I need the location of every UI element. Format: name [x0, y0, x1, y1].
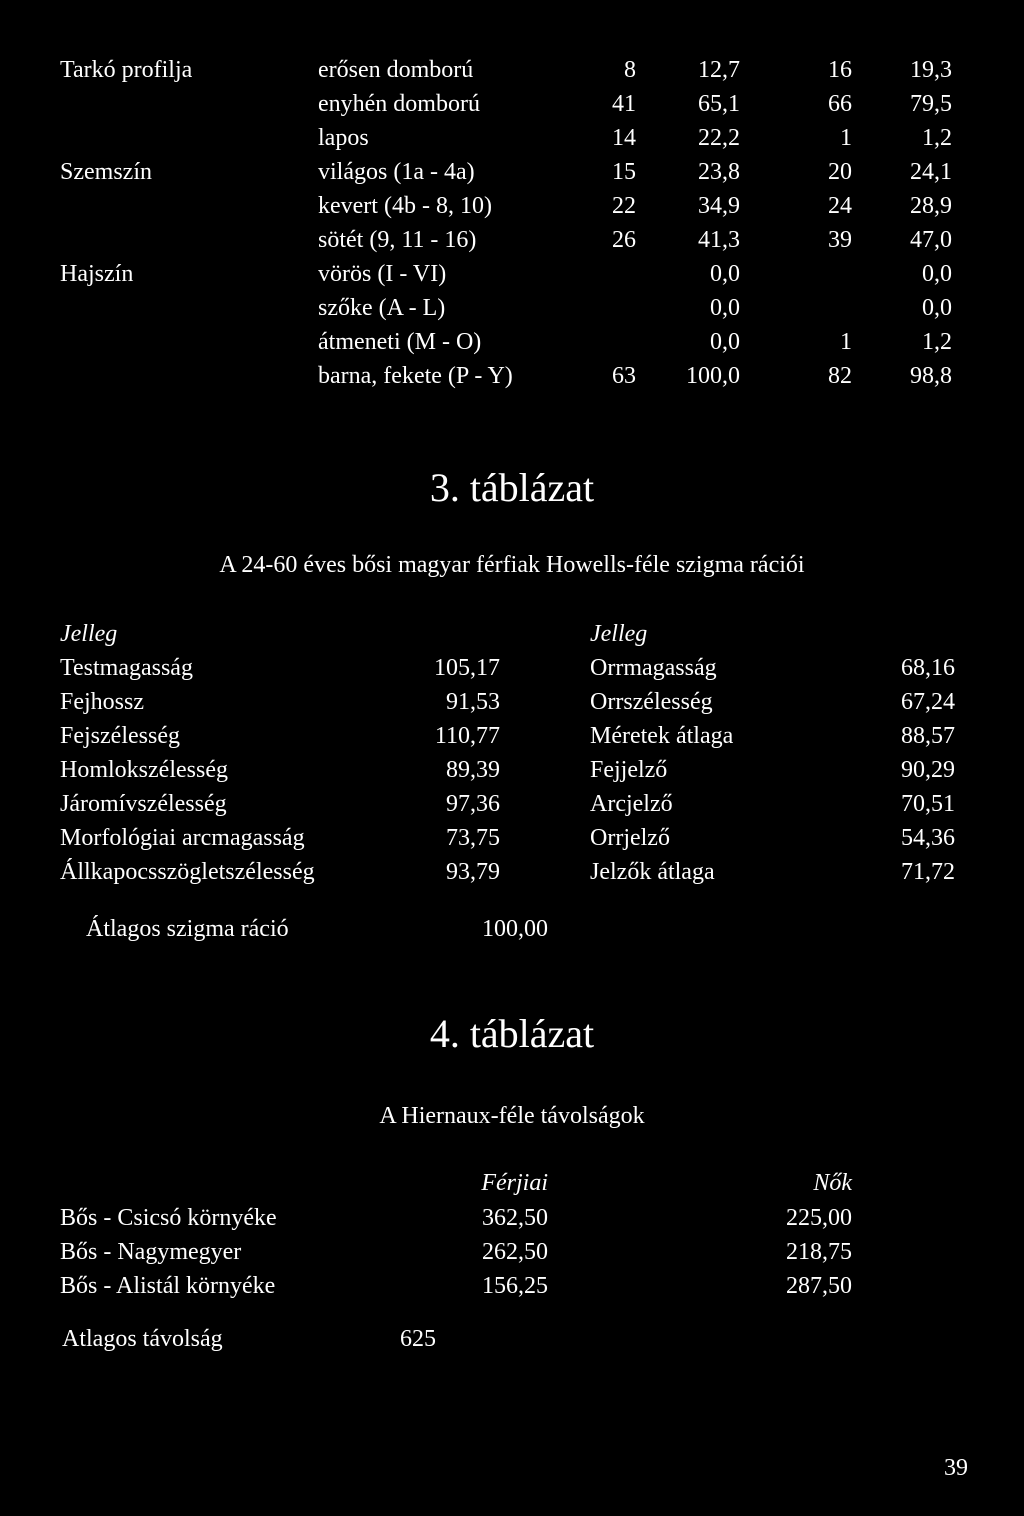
trait-value: 110,77 [434, 723, 500, 749]
cell-c3: 39 [828, 227, 852, 253]
trait-value: 88,57 [901, 723, 955, 749]
group-label: Szemszín [60, 159, 152, 185]
cell-c2: 41,3 [698, 227, 740, 253]
distance-women: 287,50 [786, 1273, 852, 1299]
distance-label: Bős - Csicsó környéke [60, 1205, 277, 1231]
trait-label: Állkapocsszögletszélesség [60, 859, 315, 885]
trait-value: 93,79 [446, 859, 500, 885]
cell-c4: 98,8 [910, 363, 952, 389]
cell-c2: 0,0 [710, 261, 740, 287]
trait-label: Fejhossz [60, 689, 144, 715]
cell-c1: 8 [624, 57, 636, 83]
trait-label: Morfológiai arcmagasság [60, 825, 305, 851]
trait-label: Fejszélesség [60, 723, 180, 749]
average-sigma-value: 100,00 [482, 916, 548, 942]
group-label: Hajszín [60, 261, 134, 287]
average-distance-label: Atlagos távolság [62, 1326, 223, 1352]
group-label: Tarkó profilja [60, 57, 193, 83]
cell-c1: 26 [612, 227, 636, 253]
distance-label: Bős - Nagymegyer [60, 1239, 242, 1265]
trait-label: Arcjelző [590, 791, 673, 817]
column-header-women: Nők [813, 1170, 852, 1196]
cell-c2: 65,1 [698, 91, 740, 117]
cell-c3: 82 [828, 363, 852, 389]
page-number: 39 [944, 1455, 968, 1481]
distance-women: 218,75 [786, 1239, 852, 1265]
row-label: erősen domború [318, 57, 474, 83]
trait-label: Testmagasság [60, 655, 193, 681]
cell-c2: 12,7 [698, 57, 740, 83]
row-label: vörös (I - VI) [318, 261, 447, 287]
trait-label: Orrszélesség [590, 689, 713, 715]
cell-c1: 41 [612, 91, 636, 117]
trait-label: Orrmagasság [590, 655, 717, 681]
table-3-heading: 3. táblázat [429, 465, 595, 510]
distance-men: 362,50 [482, 1205, 548, 1231]
column-header-right: Jelleg [590, 621, 648, 647]
cell-c4: 28,9 [910, 193, 952, 219]
cell-c2: 100,0 [686, 363, 740, 389]
cell-c4: 0,0 [922, 295, 952, 321]
row-label: lapos [318, 125, 369, 151]
column-header-left: Jelleg [60, 621, 118, 647]
trait-value: 97,36 [446, 791, 500, 817]
table-4-caption: A Hiernaux-féle távolságok [379, 1103, 645, 1129]
distance-label: Bős - Alistál környéke [60, 1273, 276, 1299]
row-label: világos (1a - 4a) [318, 159, 475, 185]
trait-label: Fejjelző [590, 757, 668, 783]
cell-c2: 23,8 [698, 159, 740, 185]
cell-c3: 24 [828, 193, 852, 219]
average-distance-value: 625 [400, 1326, 436, 1352]
row-label: szőke (A - L) [318, 295, 446, 321]
cell-c3: 66 [828, 91, 852, 117]
trait-label: Orrjelző [590, 825, 670, 851]
cell-c3: 20 [828, 159, 852, 185]
distance-men: 262,50 [482, 1239, 548, 1265]
trait-label: Járomívszélesség [60, 791, 227, 817]
trait-label: Jelzők átlaga [590, 859, 715, 885]
average-sigma-label: Átlagos szigma ráció [86, 916, 289, 942]
row-label: kevert (4b - 8, 10) [318, 193, 492, 219]
cell-c1: 22 [612, 193, 636, 219]
cell-c4: 47,0 [910, 227, 952, 253]
trait-value: 71,72 [901, 859, 955, 885]
cell-c4: 1,2 [922, 329, 952, 355]
trait-value: 67,24 [901, 689, 955, 715]
table-3-caption: A 24-60 éves bősi magyar férfiak Howells-féle szigma rációi [219, 552, 805, 578]
cell-c4: 0,0 [922, 261, 952, 287]
cell-c2: 34,9 [698, 193, 740, 219]
cell-c1: 15 [612, 159, 636, 185]
row-label: átmeneti (M - O) [318, 329, 482, 355]
cell-c3: 1 [840, 125, 852, 151]
distance-women: 225,00 [786, 1205, 852, 1231]
trait-value: 90,29 [901, 757, 955, 783]
trait-value: 70,51 [901, 791, 955, 817]
cell-c3: 1 [840, 329, 852, 355]
row-label: sötét (9, 11 - 16) [318, 227, 477, 253]
trait-value: 91,53 [446, 689, 500, 715]
trait-value: 54,36 [901, 825, 955, 851]
trait-value: 68,16 [901, 655, 955, 681]
cell-c4: 24,1 [910, 159, 952, 185]
table-4-heading: 4. táblázat [429, 1011, 595, 1056]
row-label: enyhén domború [318, 91, 480, 117]
row-label: barna, fekete (P - Y) [318, 363, 513, 389]
cell-c4: 79,5 [910, 91, 952, 117]
cell-c4: 19,3 [910, 57, 952, 83]
cell-c2: 0,0 [710, 329, 740, 355]
trait-value: 89,39 [446, 757, 500, 783]
trait-label: Homlokszélesség [60, 757, 228, 783]
trait-value: 105,17 [434, 655, 500, 681]
cell-c2: 22,2 [698, 125, 740, 151]
cell-c4: 1,2 [922, 125, 952, 151]
cell-c1: 14 [612, 125, 636, 151]
cell-c3: 16 [828, 57, 852, 83]
cell-c1: 63 [612, 363, 636, 389]
trait-label: Méretek átlaga [590, 723, 734, 749]
distance-men: 156,25 [482, 1273, 548, 1299]
column-header-men: Férjiai [481, 1170, 548, 1196]
trait-value: 73,75 [446, 825, 500, 851]
cell-c2: 0,0 [710, 295, 740, 321]
